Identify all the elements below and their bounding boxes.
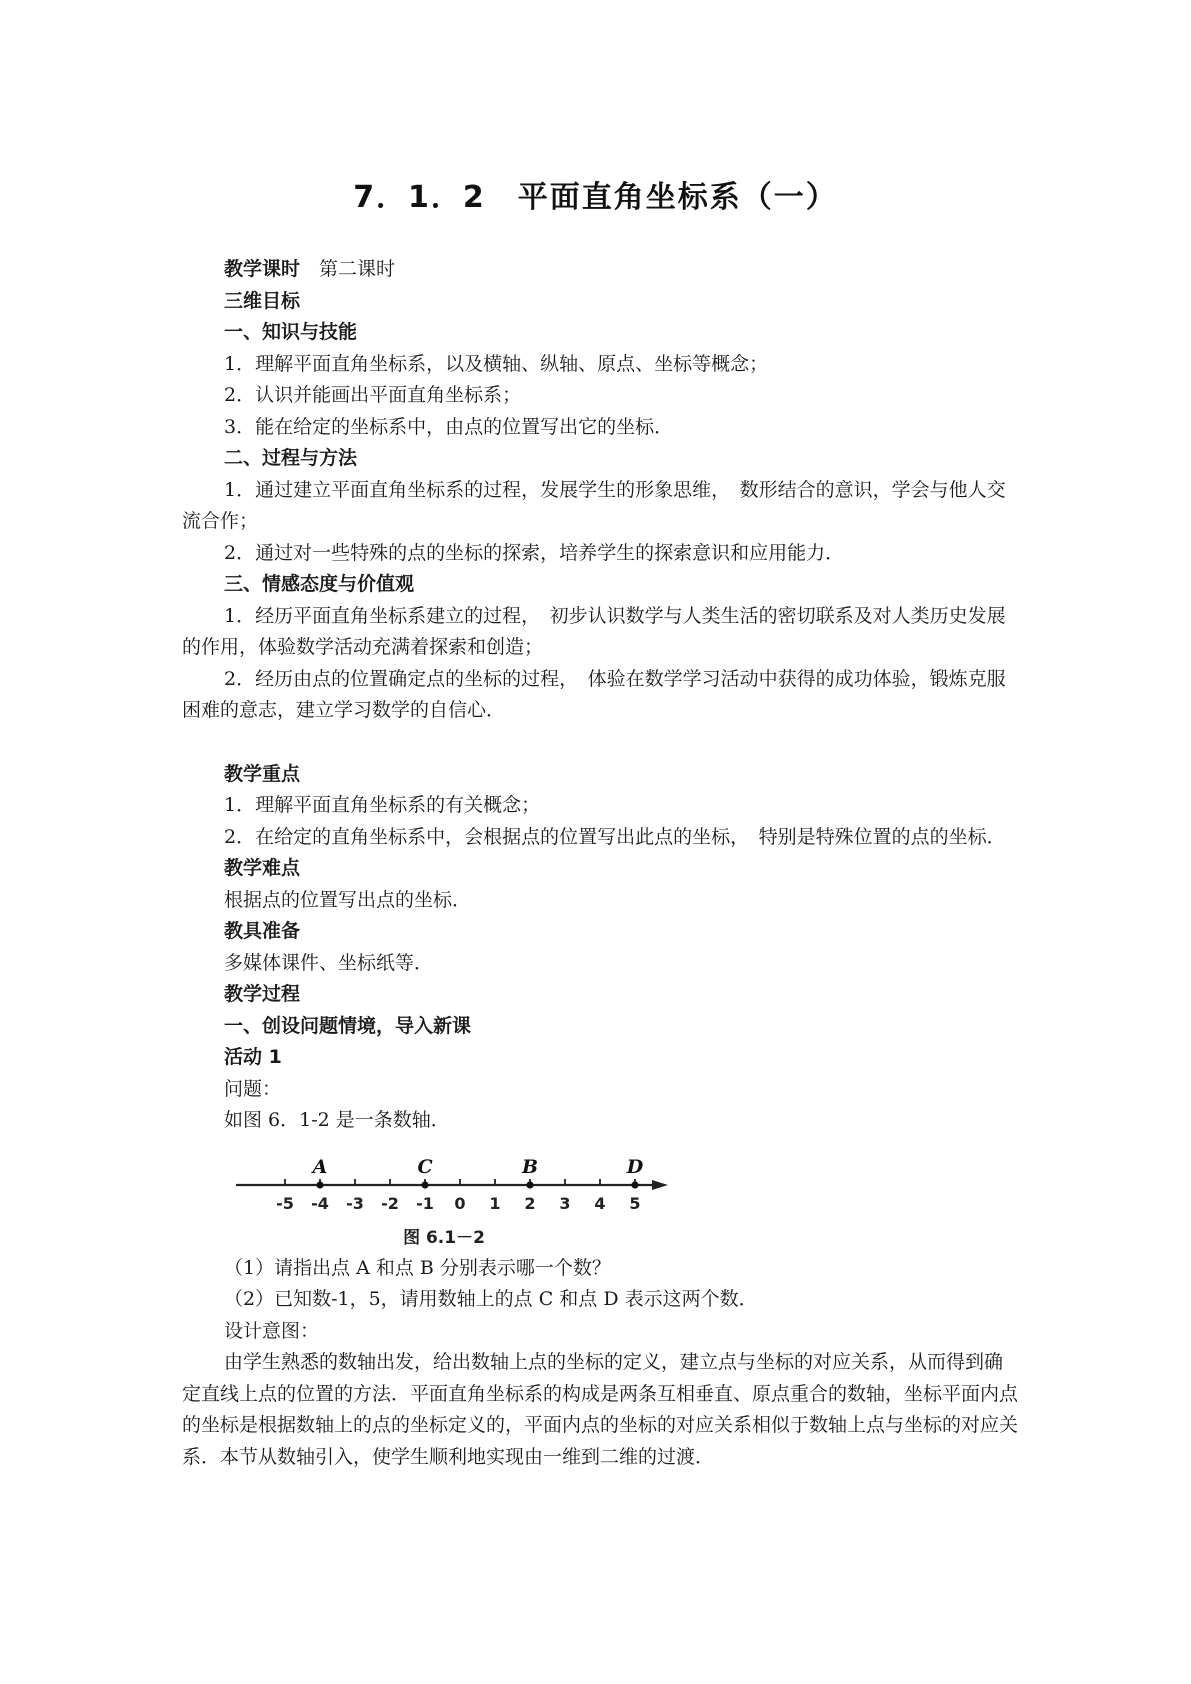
knowledge-heading: 一、知识与技能: [224, 321, 358, 343]
lesson-label: 教学课时: [224, 258, 301, 280]
attitude-item: 2．经历由点的位置确定点的坐标的过程， 体验在数学学习活动中获得的成功体验，锻炼克服困难的意志，建立学习数学的自信心．: [182, 667, 1006, 721]
number-line-caption: 图 6.1－2: [403, 1227, 485, 1248]
process-item: 2．通过对一些特殊的点的坐标的探索，培养学生的探索意识和应用能力．: [224, 541, 845, 564]
number-line-tick-label: 2: [524, 1193, 536, 1213]
key-points-heading: 教学重点: [224, 762, 301, 785]
goals-heading: 三维目标: [224, 289, 301, 312]
spacer: [182, 727, 1020, 759]
section1-heading: 一、创设问题情境，导入新课: [224, 1014, 472, 1037]
number-line-figure: [182, 1141, 1020, 1253]
number-line-tick-label: -1: [416, 1193, 434, 1213]
number-line-point: [631, 1181, 638, 1188]
number-line-point-label: D: [626, 1155, 644, 1178]
design-label: 设计意图：: [224, 1319, 320, 1342]
tools-heading: 教具准备: [224, 920, 301, 942]
attitude-item: 1．经历平面直角坐标系建立的过程， 初步认识数学与人类生活的密切联系及对人类历史发展的作用，体验数学活动充满着探索和创造；: [182, 604, 1006, 658]
number-line-tick-label: -3: [346, 1193, 364, 1213]
process-heading: 二、过程与方法: [224, 447, 358, 469]
question-item: （2）已知数-1，5，请用数轴上的点 C 和点 D 表示这两个数．: [224, 1288, 758, 1310]
page-title: 7．1．2 平面直角坐标系（一）: [353, 180, 838, 215]
number-line-tick-label: -5: [276, 1193, 294, 1213]
number-line-point: [316, 1181, 323, 1188]
attitude-heading: 三、情感态度与价值观: [224, 573, 415, 595]
number-line-svg: [236, 1141, 696, 1253]
key-point-item: 1．理解平面直角坐标系的有关概念；: [224, 794, 541, 816]
number-line-point-label: C: [417, 1155, 433, 1178]
number-line-point-label: B: [521, 1155, 539, 1178]
process-item: 1．通过建立平面直角坐标系的过程，发展学生的形象思维， 数形结合的意识，学会与他人交流合作；: [182, 478, 1006, 532]
number-line-tick-label: 4: [594, 1193, 606, 1213]
difficulty-text: 根据点的位置写出点的坐标．: [224, 888, 472, 911]
knowledge-item: 1．理解平面直角坐标系，以及横轴、纵轴、原点、坐标等概念；: [224, 352, 769, 375]
number-line-point: [421, 1181, 428, 1188]
design-text: 由学生熟悉的数轴出发，给出数轴上点的坐标的定义，建立点与坐标的对应关系，从而得到确定直线上点的位置的方法．平面直角坐标系的构成是两条互相垂直、原点重合的数轴，坐标平面内点的坐标是根据数轴上的点的坐标定义的，平面内点的坐标的对应关系相似于数轴上点与坐标的对应关系．本节从数轴引入，使学生顺利地实现由一维到二维的过渡．: [182, 1351, 1019, 1468]
number-line-tick-label: 5: [629, 1193, 641, 1213]
number-line-tick-label: 0: [454, 1193, 466, 1213]
lesson-value: 第二课时: [319, 258, 396, 280]
activity-heading: 活动 1: [224, 1046, 282, 1068]
knowledge-item: 2．认识并能画出平面直角坐标系；: [224, 384, 522, 406]
number-line-tick-label: -2: [381, 1193, 399, 1213]
key-point-item: 2．在给定的直角坐标系中，会根据点的位置写出此点的坐标， 特别是特殊位置的点的坐标．: [224, 825, 1006, 848]
number-line-arrow: [652, 1180, 668, 1190]
question-label: 问题：: [224, 1077, 282, 1100]
question-item: （1）请指出点 A 和点 B 分别表示哪一个数？: [224, 1256, 611, 1279]
number-line-point: [526, 1181, 533, 1188]
number-line-tick-label: 3: [559, 1193, 571, 1213]
number-line-tick-label: -4: [311, 1193, 329, 1213]
tools-text: 多媒体课件、坐标纸等．: [224, 951, 434, 974]
document-body: [182, 254, 1020, 1473]
lesson-line: [182, 254, 1020, 286]
figure-intro: 如图 6．1-2 是一条数轴．: [224, 1109, 450, 1131]
knowledge-item: 3．能在给定的坐标系中，由点的位置写出它的坐标．: [224, 415, 674, 438]
difficulty-heading: 教学难点: [224, 857, 301, 879]
number-line-point-label: A: [312, 1155, 328, 1178]
process-main-heading: 教学过程: [224, 983, 301, 1005]
number-line-tick-label: 1: [489, 1193, 501, 1213]
